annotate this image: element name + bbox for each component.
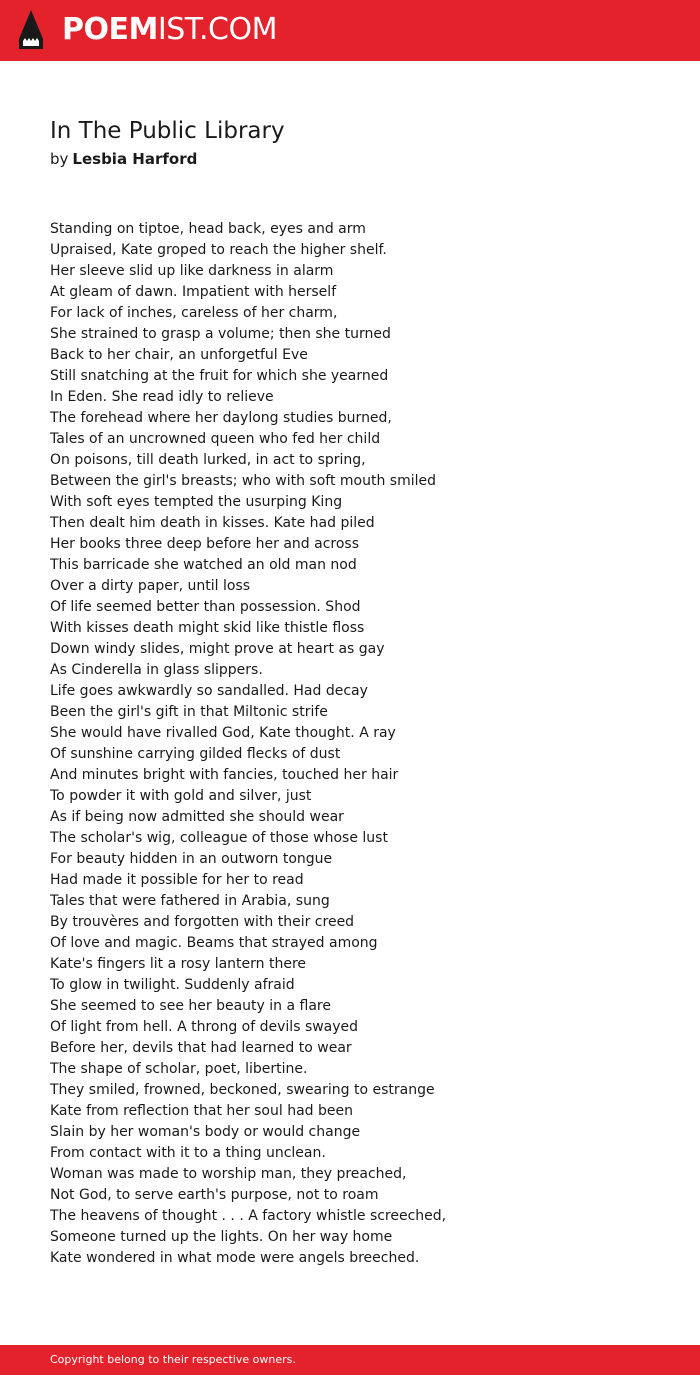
poem-line: For lack of inches, careless of her charm, xyxy=(50,305,338,321)
logo-light-text: IST.COM xyxy=(157,12,277,47)
poem-line: Had made it possible for her to read xyxy=(50,872,304,888)
poem-line: Of life seemed better than possession. Shod xyxy=(50,599,361,615)
poem-line: Kate wondered in what mode were angels breeched. xyxy=(50,1250,420,1266)
poem-line: Tales of an uncrowned queen who fed her child xyxy=(50,431,381,447)
poem-line: Still snatching at the fruit for which she yearned xyxy=(50,368,389,384)
poem-line: At gleam of dawn. Impatient with herself xyxy=(50,284,337,300)
poem-line: She seemed to see her beauty in a flare xyxy=(50,998,331,1014)
poem-line: Over a dirty paper, until loss xyxy=(50,578,251,594)
poem-line: Someone turned up the lights. On her way home xyxy=(50,1229,393,1245)
poem-line: Kate from reflection that her soul had been xyxy=(50,1103,353,1119)
poem-line: Of sunshine carrying gilded flecks of dust xyxy=(50,746,341,762)
poem-line: Between the girl's breasts; who with soft mouth smiled xyxy=(50,473,436,489)
poem-line: Slain by her woman's body or would change xyxy=(50,1124,361,1140)
poem-line: With soft eyes tempted the usurping King xyxy=(50,494,343,510)
poem-line: Then dealt him death in kisses. Kate had piled xyxy=(50,515,375,531)
poem-line: The scholar's wig, colleague of those whose lust xyxy=(50,830,388,846)
poem-line: Been the girl's gift in that Miltonic strife xyxy=(50,704,328,720)
author-name: Lesbia Harford xyxy=(72,150,198,168)
poem-line: Her books three deep before her and across xyxy=(50,536,360,552)
poem-line: Back to her chair, an unforgetful Eve xyxy=(50,347,308,363)
poem-line: Down windy slides, might prove at heart as gay xyxy=(50,641,385,657)
poem-line: From contact with it to a thing unclean. xyxy=(50,1145,326,1161)
poem-line: Tales that were fathered in Arabia, sung xyxy=(50,893,330,909)
poem-line: Woman was made to worship man, they preached, xyxy=(50,1166,407,1182)
poem-line: On poisons, till death lurked, in act to spring, xyxy=(50,452,366,468)
logo-bold-text: POEM xyxy=(62,12,158,47)
site-header xyxy=(0,0,700,61)
poem-line: As if being now admitted she should wear xyxy=(50,809,344,825)
poem-line: The forehead where her daylong studies burned, xyxy=(50,410,392,426)
poem-line: As Cinderella in glass slippers. xyxy=(50,662,263,678)
poem-line: She would have rivalled God, Kate thought. A ray xyxy=(50,725,396,741)
poem-line: The shape of scholar, poet, libertine. xyxy=(50,1061,308,1077)
byline xyxy=(50,148,197,170)
poem-line: To glow in twilight. Suddenly afraid xyxy=(50,977,295,993)
site-footer xyxy=(0,1345,700,1375)
poem-line: For beauty hidden in an outworn tongue xyxy=(50,851,333,867)
poem-line: Life goes awkwardly so sandalled. Had decay xyxy=(50,683,368,699)
poem-line: Her sleeve slid up like darkness in alarm xyxy=(50,263,334,279)
copyright-text: Copyright belong to their respective owners. xyxy=(50,1353,296,1366)
site-logo[interactable] xyxy=(62,11,277,49)
poem-line: Upraised, Kate groped to reach the higher shelf. xyxy=(50,242,387,258)
by-label: by xyxy=(50,150,69,168)
poem-line: Kate's fingers lit a rosy lantern there xyxy=(50,956,307,972)
poem-line: By trouvères and forgotten with their creed xyxy=(50,914,355,930)
poem-line: Not God, to serve earth's purpose, not to roam xyxy=(50,1187,379,1203)
poem-body xyxy=(50,219,670,1269)
poem-line: The heavens of thought . . . A factory whistle screeched, xyxy=(50,1208,447,1224)
poem-line: With kisses death might skid like thistle floss xyxy=(50,620,365,636)
poem-line: Before her, devils that had learned to wear xyxy=(50,1040,352,1056)
poem-line: Of light from hell. A throng of devils swayed xyxy=(50,1019,359,1035)
poem-line: To powder it with gold and silver, just xyxy=(50,788,312,804)
poem-line: Of love and magic. Beams that strayed among xyxy=(50,935,378,951)
poem-line: In Eden. She read idly to relieve xyxy=(50,389,274,405)
poem-title: In The Public Library xyxy=(50,118,285,144)
pen-nib-icon[interactable] xyxy=(17,9,45,51)
poem-line: She strained to grasp a volume; then she turned xyxy=(50,326,391,342)
poem-line: They smiled, frowned, beckoned, swearing to estrange xyxy=(50,1082,435,1098)
poem-line: This barricade she watched an old man nod xyxy=(50,557,357,573)
poem-line: And minutes bright with fancies, touched her hair xyxy=(50,767,399,783)
poem-line: Standing on tiptoe, head back, eyes and arm xyxy=(50,221,366,237)
